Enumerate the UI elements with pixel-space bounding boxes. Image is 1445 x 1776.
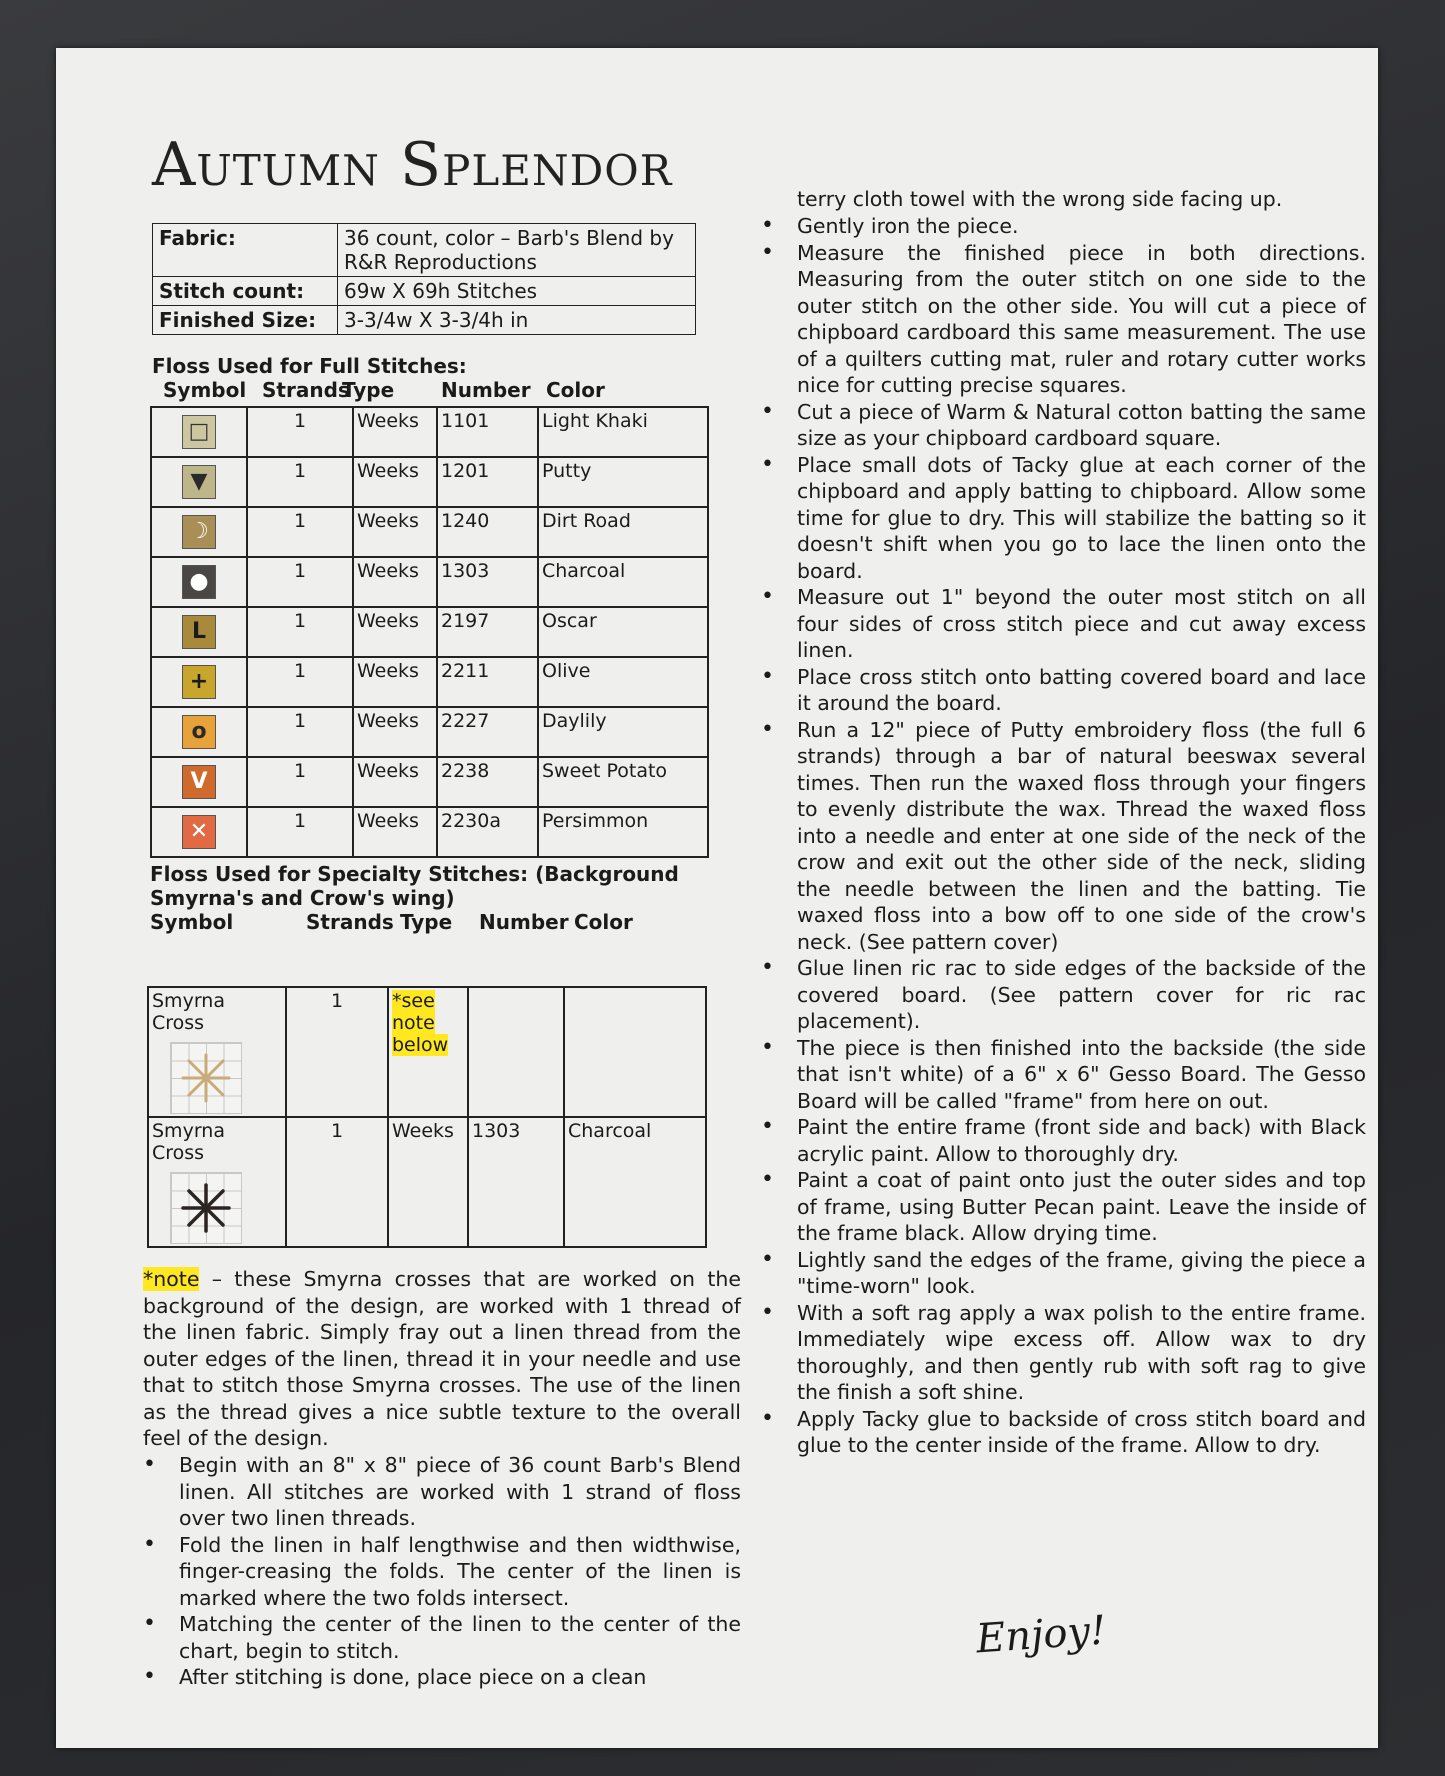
column-header: Type: [342, 378, 395, 402]
instruction-step: • Gently iron the piece.: [761, 213, 1366, 240]
symbol-cell: [151, 507, 247, 557]
number-cell: 1240: [437, 507, 538, 557]
symbol-cell: [151, 607, 247, 657]
floss-row: [151, 407, 708, 457]
smyrna-cross-icon: [170, 1172, 242, 1244]
type-cell: [388, 1117, 468, 1247]
instruction-step: • After stitching is done, place piece on a clean: [143, 1664, 741, 1691]
column-header: Type: [400, 910, 453, 934]
floss-row: [151, 507, 708, 557]
type-value: Weeks: [392, 1120, 454, 1142]
instruction-step: • Place small dots of Tacky glue at each corner of the chipboard and apply batting to chipboard. Allow some time for glue to dry. This will stabilize the batting so it doesn't shift when you go to lace the linen onto the board.: [761, 452, 1366, 585]
column-header: Strands: [306, 910, 394, 934]
signoff: Enjoy!: [974, 1607, 1108, 1663]
instruction-step: • Fold the linen in half lengthwise and then widthwise, finger-creasing the folds. The center of the linen is marked where the two folds intersect.: [143, 1532, 741, 1612]
color-cell: [564, 987, 706, 1117]
symbol-label: Smyrna Cross: [152, 990, 225, 1034]
ring-icon: o: [182, 715, 216, 749]
symbol-cell: [148, 987, 286, 1117]
info-row: [153, 306, 696, 335]
square-outline-icon: □: [182, 415, 216, 449]
floss-row: [151, 707, 708, 757]
number-cell: 1303: [437, 557, 538, 607]
triangle-down-icon: ▼: [182, 465, 216, 499]
symbol-cell: [151, 407, 247, 457]
type-cell: Weeks: [353, 757, 437, 807]
strands-cell: 1: [247, 507, 353, 557]
type-cell: Weeks: [353, 457, 437, 507]
instruction-step: • Measure out 1" beyond the outer most stitch on all four sides of cross stitch piece and cut away excess linen.: [761, 584, 1366, 664]
floss-row: [151, 757, 708, 807]
number-cell: 1101: [437, 407, 538, 457]
symbol-label: Smyrna Cross: [152, 1120, 225, 1164]
color-cell: Putty: [538, 457, 708, 507]
number-cell: 1303: [468, 1117, 564, 1247]
plus-icon: +: [182, 665, 216, 699]
instruction-step: • Apply Tacky glue to backside of cross stitch board and glue to the center inside of the frame. Allow to dry.: [761, 1406, 1366, 1459]
number-cell: 2211: [437, 657, 538, 707]
strands-cell: 1: [286, 1117, 388, 1247]
column-header: Symbol: [150, 910, 234, 934]
info-value: 36 count, color – Barb's Blend by R&R Reproductions: [338, 224, 696, 277]
symbol-cell: [151, 757, 247, 807]
specialty-stitches-table: [147, 986, 707, 1248]
instruction-step: • Glue linen ric rac to side edges of the backside of the covered board. (See pattern cover for ric rac placement).: [761, 955, 1366, 1035]
info-label: Stitch count:: [153, 277, 338, 306]
instruction-step: • Place cross stitch onto batting covered board and lace it around the board.: [761, 664, 1366, 717]
smyrna-cross-icon: [170, 1042, 242, 1114]
x-icon: ✕: [182, 815, 216, 849]
circle-icon: ●: [182, 565, 216, 599]
color-cell: Sweet Potato: [538, 757, 708, 807]
strands-cell: 1: [247, 407, 353, 457]
full-stitches-table: [150, 406, 709, 858]
specialty-row: [148, 987, 706, 1117]
type-cell: Weeks: [353, 407, 437, 457]
info-row: [153, 224, 696, 277]
fabric-info-table: [152, 223, 696, 335]
strands-cell: 1: [247, 457, 353, 507]
crescent-icon: ☽: [182, 515, 216, 549]
specialty-row: [148, 1117, 706, 1247]
color-cell: Dirt Road: [538, 507, 708, 557]
instruction-step: • Lightly sand the edges of the frame, giving the piece a "time-worn" look.: [761, 1247, 1366, 1300]
smyrna-cross-glyph: [171, 1043, 241, 1113]
linen-thread-note: [143, 1266, 741, 1452]
strands-cell: 1: [247, 657, 353, 707]
info-label: Finished Size:: [153, 306, 338, 335]
note-tag: *note: [143, 1267, 200, 1291]
column-header: Number: [441, 378, 531, 402]
number-cell: [468, 987, 564, 1117]
number-cell: 1201: [437, 457, 538, 507]
column-header: Number: [479, 910, 569, 934]
type-cell: Weeks: [353, 657, 437, 707]
info-value: 69w X 69h Stitches: [338, 277, 696, 306]
symbol-cell: [151, 557, 247, 607]
color-cell: Olive: [538, 657, 708, 707]
instruction-step: • Begin with an 8" x 8" piece of 36 count Barb's Blend linen. All stitches are worked with 1 strand of floss over two linen threads.: [143, 1452, 741, 1532]
floss-row: [151, 657, 708, 707]
column-header: Color: [574, 910, 633, 934]
color-cell: Charcoal: [564, 1117, 706, 1247]
number-cell: 2230a: [437, 807, 538, 857]
color-cell: Light Khaki: [538, 407, 708, 457]
color-cell: Charcoal: [538, 557, 708, 607]
color-cell: Oscar: [538, 607, 708, 657]
type-cell: Weeks: [353, 507, 437, 557]
pattern-sheet: [56, 48, 1378, 1748]
info-value: 3-3/4w X 3-3/4h in: [338, 306, 696, 335]
instructions-list-right: [761, 213, 1366, 1459]
number-cell: 2227: [437, 707, 538, 757]
column-header: Strands: [262, 378, 350, 402]
smyrna-cross-glyph: [171, 1173, 241, 1243]
specialty-heading-line2: Smyrna's and Crow's wing): [150, 886, 455, 910]
instruction-step: • Paint a coat of paint onto just the outer sides and top of frame, using Butter Pecan paint. Leave the inside of the frame black. Allow drying time.: [761, 1167, 1366, 1247]
instruction-step: • Matching the center of the linen to the center of the chart, begin to stitch.: [143, 1611, 741, 1664]
type-cell: Weeks: [353, 807, 437, 857]
symbol-cell: [151, 657, 247, 707]
floss-row: [151, 607, 708, 657]
strands-cell: 1: [247, 607, 353, 657]
strands-cell: 1: [247, 557, 353, 607]
note-body: – these Smyrna crosses that are worked on the background of the design, are worked with 1 thread of the linen fabric. Simply fray out a linen thread from the outer edges of the linen, thread it in your needle and use that to stitch those Smyrna crosses. The use of the linen as the thread gives a nice subtle texture to the overall feel of the design.: [143, 1267, 741, 1450]
type-cell: [388, 987, 468, 1117]
instruction-step: • Paint the entire frame (front side and back) with Black acrylic paint. Allow to thoroughly dry.: [761, 1114, 1366, 1167]
type-cell: Weeks: [353, 607, 437, 657]
page-title: Autumn Splendor: [152, 130, 673, 200]
instruction-step: • With a soft rag apply a wax polish to the entire frame. Immediately wipe excess off. Allow wax to dry thoroughly, and then gently rub with soft rag to give the finish a soft shine.: [761, 1300, 1366, 1406]
letter-v-icon: V: [182, 765, 216, 799]
strands-cell: 1: [247, 807, 353, 857]
instructions-list-left: [143, 1452, 741, 1691]
specialty-heading-line1: Floss Used for Specialty Stitches: (Background: [150, 862, 679, 886]
instruction-step: • Cut a piece of Warm & Natural cotton batting the same size as your chipboard cardboard square.: [761, 399, 1366, 452]
number-cell: 2197: [437, 607, 538, 657]
instruction-step: • Measure the finished piece in both directions. Measuring from the outer stitch on one side to the outer stitch on the other side. You will cut a piece of chipboard cardboard this same measurement. The use of a quilters cutting mat, ruler and rotary cutter works nice for cutting precise squares.: [761, 240, 1366, 399]
column-header: Color: [546, 378, 605, 402]
letter-l-icon: L: [182, 615, 216, 649]
floss-row: [151, 557, 708, 607]
symbol-cell: [151, 807, 247, 857]
strands-cell: 1: [247, 757, 353, 807]
type-cell: Weeks: [353, 557, 437, 607]
symbol-cell: [151, 707, 247, 757]
instruction-step: • Run a 12" piece of Putty embroidery floss (the full 6 strands) through a bar of natural beeswax several times. Then run the waxed floss through your fingers to evenly distribute the wax. Thread the waxed floss into a needle and enter at one side of the neck of the crow and exit out the other side of the neck, sliding the needle between the linen and the batting. Tie waxed floss into a bow off to one side of the crow's neck. (See pattern cover): [761, 717, 1366, 956]
floss-row: [151, 457, 708, 507]
number-cell: 2238: [437, 757, 538, 807]
color-cell: Persimmon: [538, 807, 708, 857]
type-value: *see note below: [392, 990, 449, 1056]
color-cell: Daylily: [538, 707, 708, 757]
instruction-step: • The piece is then finished into the backside (the side that isn't white) of a 6" x 6" Gesso Board. The Gesso Board will be called "frame" from here on out.: [761, 1035, 1366, 1115]
info-label: Fabric:: [153, 224, 338, 277]
strands-cell: 1: [247, 707, 353, 757]
floss-row: [151, 807, 708, 857]
full-stitches-heading: Floss Used for Full Stitches:: [152, 354, 467, 378]
info-row: [153, 277, 696, 306]
type-cell: Weeks: [353, 707, 437, 757]
column-header: Symbol: [163, 378, 247, 402]
strands-cell: 1: [286, 987, 388, 1117]
symbol-cell: [148, 1117, 286, 1247]
symbol-cell: [151, 457, 247, 507]
instruction-continuation: terry cloth towel with the wrong side facing up.: [797, 187, 1283, 211]
